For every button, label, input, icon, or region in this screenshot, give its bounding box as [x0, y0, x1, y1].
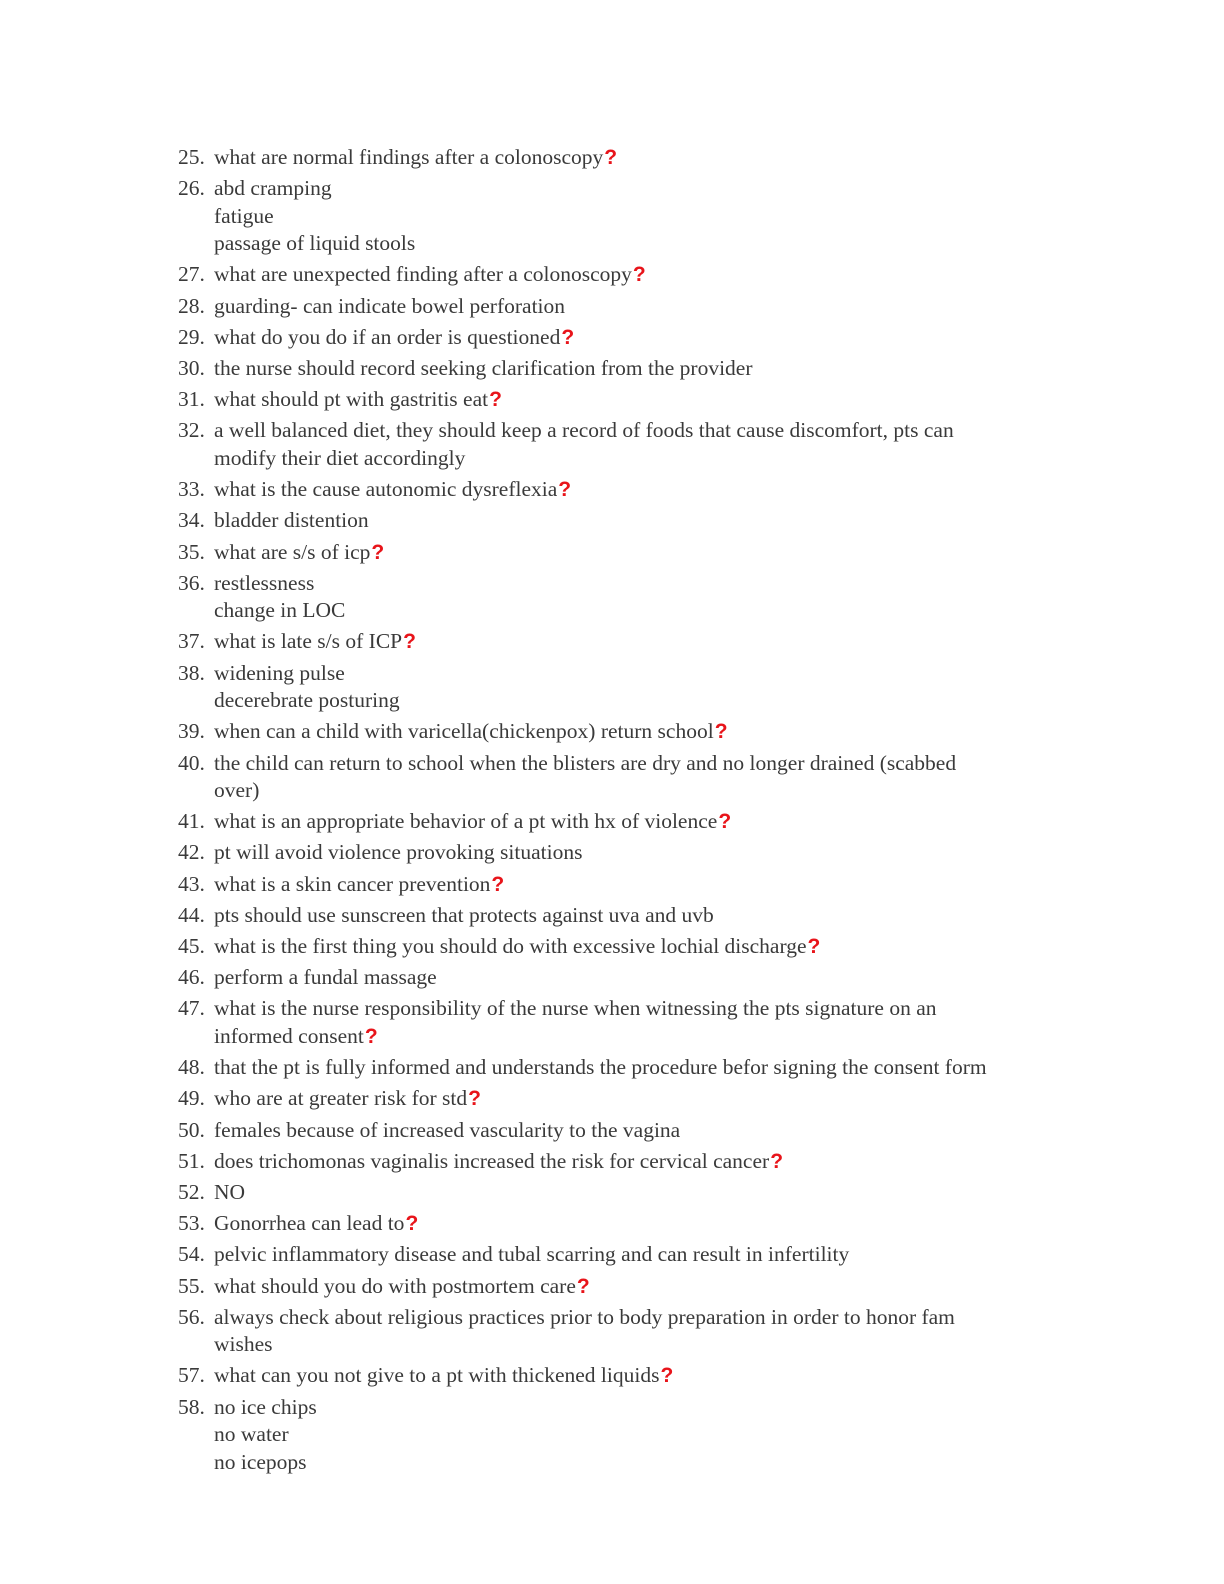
answer-item — [178, 417, 1078, 472]
question-mark-icon: ? — [632, 263, 646, 287]
item-number: 47. — [178, 996, 205, 1021]
question-mark-icon: ? — [770, 1149, 784, 1173]
answer-item — [178, 964, 1078, 992]
item-number: 50. — [178, 1117, 205, 1142]
item-text-line — [214, 872, 504, 896]
question-mark-icon: ? — [489, 388, 502, 412]
item-text-line — [178, 1331, 1078, 1359]
item-text: what is the cause autonomic dysreflexia — [214, 477, 558, 502]
item-text: what is the first thing you should do with excessive lochial discharge — [214, 934, 807, 958]
item-text-line — [178, 445, 1078, 473]
item-text-line — [214, 356, 753, 380]
item-text-line — [214, 1274, 590, 1298]
item-text-line — [214, 325, 574, 349]
item-text-line — [214, 540, 384, 564]
item-number: 54. — [178, 1242, 205, 1267]
item-number: 52. — [178, 1179, 205, 1204]
item-text: change in LOC — [214, 598, 346, 623]
item-text: always check about religious practices prior to body preparation in order to honor fam — [214, 1304, 955, 1329]
item-text-line — [178, 687, 1078, 715]
item-number: 32. — [178, 418, 205, 443]
item-text: a well balanced diet, they should keep a record of foods that cause discomfort, pts can — [214, 418, 954, 443]
item-text-line — [214, 996, 937, 1020]
item-text: does trichomonas vaginalis increased the risk for cervical cancer — [214, 1148, 770, 1173]
item-number: 25. — [178, 145, 205, 169]
item-text-line — [214, 903, 714, 927]
item-text: the nurse should record seeking clarification from the provider — [214, 356, 753, 380]
item-text: what do you do if an order is questioned — [214, 324, 561, 349]
question-item — [178, 539, 1078, 567]
item-number: 29. — [178, 324, 205, 349]
item-number: 46. — [178, 965, 205, 990]
item-text: what should you do with postmortem care — [214, 1273, 576, 1298]
item-text: what is an appropriate behavior of a pt with hx of violence — [214, 809, 718, 834]
item-text: females because of increased vascularity to the vagina — [214, 1117, 681, 1142]
item-text: who are at greater risk for std — [214, 1086, 468, 1111]
item-text: no water — [214, 1422, 289, 1447]
item-text: fatigue — [214, 203, 274, 228]
answer-item — [178, 1054, 1078, 1082]
item-text-line — [214, 1086, 481, 1110]
answer-item — [178, 839, 1078, 867]
item-text-line — [178, 1421, 1078, 1449]
question-mark-icon: ? — [660, 1364, 674, 1388]
item-text-line — [214, 571, 314, 595]
item-number: 44. — [178, 902, 205, 927]
item-number: 30. — [178, 356, 205, 380]
question-item — [178, 1085, 1078, 1113]
answer-item — [178, 293, 1078, 321]
item-text-line — [214, 1305, 955, 1329]
item-text: Gonorrhea can lead to — [214, 1211, 405, 1236]
answer-item — [178, 355, 1078, 383]
item-text-line — [214, 1211, 418, 1235]
question-mark-icon: ? — [405, 1212, 419, 1236]
item-number: 37. — [178, 629, 205, 654]
item-text-line — [214, 809, 731, 833]
item-text-line — [214, 719, 728, 743]
item-text: informed consent — [214, 1023, 364, 1048]
item-text: no ice chips — [214, 1394, 317, 1419]
item-text-line — [214, 176, 332, 200]
question-item — [178, 1210, 1078, 1238]
item-text: what are s/s of icp — [214, 539, 371, 564]
item-text-line — [214, 387, 502, 411]
item-number: 39. — [178, 719, 205, 744]
answer-item — [178, 902, 1078, 930]
item-text-line — [178, 230, 1078, 258]
question-mark-icon: ? — [807, 935, 821, 958]
item-text: decerebrate posturing — [214, 688, 400, 713]
item-text: over) — [214, 778, 260, 802]
item-text: what is the nurse responsibility of the nurse when witnessing the pts signature on an — [214, 996, 937, 1021]
question-item — [178, 144, 1078, 172]
item-text-line — [214, 1363, 673, 1387]
question-item — [178, 386, 1078, 414]
item-text: bladder distention — [214, 508, 369, 533]
answer-item — [178, 175, 1078, 258]
item-text: what is late s/s of ICP — [214, 629, 403, 654]
item-number: 41. — [178, 809, 205, 834]
item-text: no icepops — [214, 1449, 307, 1474]
question-mark-icon: ? — [491, 872, 505, 896]
answer-item — [178, 507, 1078, 535]
item-text: pts should use sunscreen that protects against uva and uvb — [214, 902, 714, 927]
item-text: restlessness — [214, 570, 315, 595]
item-text: wishes — [214, 1332, 273, 1357]
item-text-line — [214, 1180, 245, 1204]
question-item — [178, 1148, 1078, 1176]
item-text-line — [214, 1242, 849, 1266]
item-text: widening pulse — [214, 660, 345, 685]
item-text-line — [178, 1023, 1078, 1051]
question-item — [178, 1273, 1078, 1301]
item-text: what are normal findings after a colonoscopy — [214, 145, 604, 169]
item-text: pt will avoid violence provoking situations — [214, 840, 583, 865]
question-item — [178, 808, 1078, 836]
item-number: 56. — [178, 1304, 205, 1329]
item-text-line — [214, 294, 565, 318]
answer-item — [178, 1117, 1078, 1145]
item-text: NO — [214, 1179, 246, 1204]
question-item — [178, 1362, 1078, 1390]
question-mark-icon: ? — [714, 720, 728, 744]
item-number: 38. — [178, 660, 205, 685]
question-mark-icon: ? — [561, 325, 575, 349]
question-item — [178, 476, 1078, 504]
item-number: 26. — [178, 176, 205, 201]
item-text: that the pt is fully informed and understands the procedure befor signing the consent form — [214, 1055, 987, 1080]
answer-item — [178, 1304, 1078, 1359]
item-number: 27. — [178, 262, 205, 287]
answer-item — [178, 1241, 1078, 1269]
item-text-line — [214, 629, 416, 653]
item-number: 45. — [178, 934, 205, 958]
item-text-line — [178, 203, 1078, 231]
item-text: passage of liquid stools — [214, 231, 416, 256]
item-text-line — [214, 418, 954, 442]
question-mark-icon: ? — [604, 146, 618, 169]
item-text-line — [214, 661, 345, 685]
question-mark-icon: ? — [403, 630, 416, 654]
item-text-line — [214, 1055, 987, 1079]
question-item — [178, 261, 1078, 289]
question-item — [178, 933, 1078, 961]
item-text-line — [214, 840, 582, 864]
item-text: modify their diet accordingly — [214, 445, 466, 470]
item-number: 43. — [178, 871, 205, 896]
item-number: 57. — [178, 1363, 205, 1388]
item-number: 49. — [178, 1086, 205, 1111]
item-text-line — [214, 934, 820, 958]
item-text-line — [214, 1149, 783, 1173]
item-number: 55. — [178, 1273, 205, 1298]
item-number: 40. — [178, 750, 205, 775]
item-text-line — [214, 262, 646, 286]
item-text: what should pt with gastritis eat — [214, 387, 489, 412]
question-mark-icon: ? — [364, 1024, 378, 1048]
answer-item — [178, 1179, 1078, 1207]
item-number: 48. — [178, 1055, 205, 1080]
question-item — [178, 871, 1078, 899]
item-number: 35. — [178, 539, 205, 564]
item-number: 31. — [178, 387, 205, 412]
item-text: the child can return to school when the blisters are dry and no longer drained (scabbed — [214, 750, 957, 775]
item-number: 42. — [178, 840, 205, 865]
item-number: 33. — [178, 477, 205, 502]
item-text: guarding- can indicate bowel perforation — [214, 293, 566, 318]
item-text: when can a child with varicella(chickenpox) return school — [214, 719, 714, 744]
item-number: 34. — [178, 508, 205, 533]
item-text-line — [214, 1395, 317, 1419]
item-text: abd cramping — [214, 176, 332, 201]
item-number: 53. — [178, 1211, 205, 1236]
question-mark-icon: ? — [371, 540, 385, 564]
item-number: 51. — [178, 1148, 205, 1173]
question-item — [178, 324, 1078, 352]
question-mark-icon: ? — [718, 810, 732, 834]
item-text-line — [214, 965, 437, 989]
question-mark-icon: ? — [576, 1274, 590, 1298]
answer-item — [178, 750, 1078, 805]
item-number: 36. — [178, 570, 205, 595]
question-mark-icon: ? — [468, 1087, 481, 1111]
item-text-line — [214, 1118, 680, 1142]
item-text-line — [214, 145, 617, 169]
item-text-line — [214, 751, 956, 775]
answer-item — [178, 570, 1078, 625]
item-text-line — [178, 777, 1078, 805]
item-text-line — [178, 1449, 1078, 1477]
question-mark-icon: ? — [558, 478, 572, 502]
item-text-line — [214, 508, 369, 532]
answer-item — [178, 660, 1078, 715]
item-number: 58. — [178, 1394, 205, 1419]
item-number: 28. — [178, 293, 205, 318]
item-text: what is a skin cancer prevention — [214, 871, 491, 896]
item-text: what are unexpected finding after a colonoscopy — [214, 262, 632, 287]
item-text: what can you not give to a pt with thickened liquids — [214, 1363, 660, 1388]
answer-item — [178, 1394, 1078, 1477]
item-text-line — [178, 597, 1078, 625]
question-item — [178, 995, 1078, 1050]
item-text: perform a fundal massage — [214, 965, 437, 990]
item-text: pelvic inflammatory disease and tubal scarring and can result in infertility — [214, 1242, 850, 1267]
question-item — [178, 628, 1078, 656]
question-item — [178, 718, 1078, 746]
item-text-line — [214, 477, 571, 501]
